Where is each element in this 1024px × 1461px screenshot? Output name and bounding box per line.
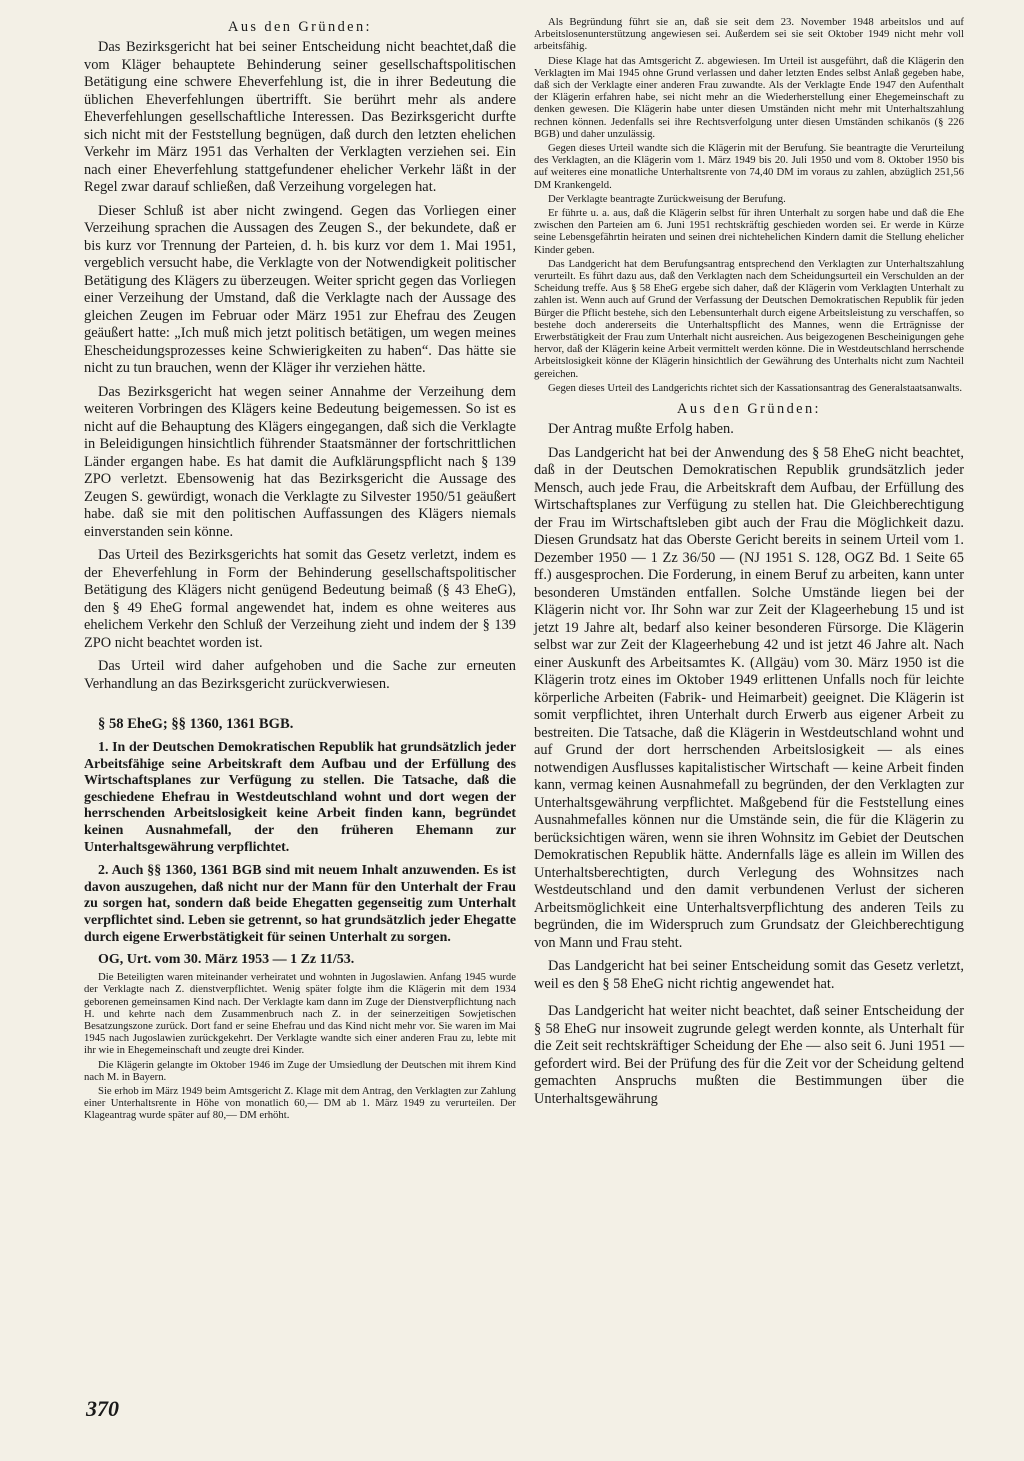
paragraph: Das Bezirksgericht hat bei seiner Entscheidung nicht beachtet,daß die vom Kläger behauptete Behinderung seiner gesellschaftspolitischen Betätigung eine schwere Eheverfehlung ist, die in ihrer Bedeutung die üblichen Eheverfehlungen übertrifft. Sie berührt mehr als andere Eheverfehlungen gesellschaftliche Interessen. Das Bezirksgericht durfte sich nicht mit der Feststellung begnügen, daß durch den letzten ehelichen Verkehr im März 1951 das Verhalten der Verklagten verziehen sei. Ein nach einer Eheverfehlung stattgefundener ehelicher Verkehr läßt in der Regel zwar darauf schließen, daß Verzeihung vorgelegen hat. (84, 39, 516, 195)
paragraph: Das Landgericht hat bei seiner Entscheidung somit das Gesetz verletzt, weil es den § 58 EheG nicht richtig angewendet hat. (534, 958, 964, 992)
facts-paragraph: Er führte u. a. aus, daß die Klägerin selbst für ihren Unterhalt zu sorgen habe und daß die Ehe zwischen den Parteien am 6. Juni 1951 rechtskräftig geschieden worden sei. Er werde in Kürze seine Lebensgefährtin heiraten und seinen drei nichtehelichen Kindern damit die Stellung ehelicher Kinder geben. (534, 207, 964, 256)
section-heading: Aus den Gründen: (228, 19, 372, 35)
paragraph: Das Landgericht hat bei der Anwendung des § 58 EheG nicht beachtet, daß in der Deutschen Demokratischen Republik grundsätzlich jeder Mensch, auch jede Frau, die Arbeitskraft dem Aufbau, der Erfüllung des Wirtschaftsplanes zur Verfügung zu stellen hat. Die Gleichberechtigung der Frau im Wirtschaftsleben gibt auch der Frau die Möglichkeit dazu. Diesen Grundsatz hat das Oberste Gericht bereits in seinem Urteil vom 1. Dezember 1950 — 1 Zz 36/50 — (NJ 1951 S. 128, OGZ Bd. 1 Seite 65 ff.) ausgesprochen. Die Forderung, in einem Beruf zu arbeiten, kann unter besonderen Umständen entfallen. Solche Umstände liegen bei der Klägerin nicht vor. Ihr Sohn war zur Zeit der Klageerhebung 15 und ist jetzt 19 Jahre alt, bedarf also keiner besonderen Fürsorge. Die Klägerin selbst war zur Zeit der Klageerhebung 42 und ist jetzt 46 Jahre alt. Nach einer Auskunft des Arbeitsamtes K. (Allgäu) vom 30. März 1950 ist die Klägerin trotz eines im Oktober 1949 erlittenen Unfalls noch für leichte körperliche Arbeiten (Fabrik- und Heimarbeit) geeignet. Die Klägerin ist somit verpflichtet, ihren Unterhalt durch Erwerb aus eigener Arbeit zu bestreiten. Die Tatsache, daß die Klägerin in Westdeutschland wohnt und auf Grund der dort herrschenden Arbeitslosigkeit — als eines notwendigen Ausflusses kapitalistischer Wirtschaft — keine Arbeit finden kann, vermag keinen Ausnahmefall zu begründen, der den Verklagten zur Unterhaltsgewährung verpflichtet. Maßgebend für die Feststellung eines Ausnahmefalles können nur die Umstände sein, die für die Klägerin zu berücksichtigen wären, wenn sie ihren Wohnsitz im Gebiet der Deutschen Demokratischen Republik hätte. Andernfalls läge es allein im Willen des Unterhaltsberechtigten, durch Verlegung des Wohnsitzes nach Westdeutschland und den damit verbundenen Verlust der sicheren Arbeitsmöglichkeit eine Unterhaltsverpflichtung des anderen Teils zu begründen, die im Widerspruch zum Grundsatz der Gleichberechtigung von Mann und Frau steht. (534, 444, 964, 951)
right-column (534, 16, 964, 1108)
facts-paragraph: Der Verklagte beantragte Zurückweisung der Berufung. (548, 192, 786, 205)
section-heading: Aus den Gründen: (677, 401, 821, 418)
paragraph: Das Urteil des Bezirksgerichts hat somit das Gesetz verletzt, indem es der Eheverfehlung in Form der Behinderung gesellschaftspolitischer Betätigung des Klägers nicht genügend Bedeutung beimaß (§ 43 EheG), den § 49 EheG formal angewendet hat, indem es ohne weiteres aus ehelichem Verkehr den Schluß der Verzeihung zieht und indem der § 139 ZPO nicht beachtet worden ist. (84, 547, 516, 651)
page-number: 370 (86, 1396, 119, 1421)
facts-paragraph: Das Landgericht hat dem Berufungsantrag entsprechend den Verklagten zur Unterhaltszahlung verurteilt. Es führt dazu aus, daß den Verklagten nach dem Scheidungsurteil ein Verschulden an der Scheidung treffe. Aus § 58 EheG ergebe sich daher, daß der Klägerin vom Verklagten Unterhalt zu zahlen ist. Wenn auch auf Grund der Verfassung der Deutschen Demokratischen Republik für jeden Bürger die Pflicht bestehe, sich den Lebensunterhalt durch eigene Arbeitsleistung zu verschaffen, so bestehe doch andererseits die Unterhaltspflicht des Mannes, wenn die Erträgnisse der Erwerbstätigkeit der Frau zum Unterhalt nicht ausreichen. Aus beigezogenen Bescheinigungen gehe hervor, daß der Klägerin keine Arbeit vermittelt werden könne. Die in Westdeutschland herrschende Arbeitslosigkeit könne der Klägerin hinsichtlich der Gewährung des Unterhalts nicht zum Nachteil gereichen. (534, 257, 964, 380)
paragraph: Dieser Schluß ist aber nicht zwingend. Gegen das Vorliegen einer Verzeihung sprachen die Aussagen des Zeugen S., der bekundete, daß er bis kurz vor Trennung der Parteien, d. h. bis kurz vor dem 1. Mai 1951, vergeblich versucht habe, die Verklagte von der Notwendigkeit politischer Betätigung des Klägers zu überzeugen. Weiter spricht gegen das Vorliegen einer Verzeihung der Umstand, daß die Verklagte nach der Aussage des gleichen Zeugen im Februar oder März 1951 zur Ehefrau des Zeugen geäußert hatte: „Ich muß mich jetzt politisch betätigen, um wegen meines Ehescheidungsprozesses keine Schwierigkeiten zu haben“. Das hätte sie nicht zu tun brauchen, wenn der Kläger ihr verziehen hätte. (84, 202, 516, 376)
facts-paragraph: Gegen dieses Urteil wandte sich die Klägerin mit der Berufung. Sie beantragte die Verurteilung des Verklagten, an die Klägerin vom 1. März 1949 bis 20. Juli 1950 und vom 8. Oktober 1950 bis auf weiteres eine monatliche Unterhaltsrente von 74,40 DM im voraus zu zahlen, abzüglich 251,56 DM Krankengeld. (534, 142, 964, 191)
facts-paragraph: Sie erhob im März 1949 beim Amtsgericht Z. Klage mit dem Antrag, den Verklagten zur Zahlung einer Unterhaltsrente in Höhe von monatlich 60,— DM ab 1. März 1949 zu verurteilen. Der Klageantrag wurde später auf 80,— DM erhöht. (84, 1084, 516, 1122)
left-column (84, 16, 516, 1122)
headnote-1: 1. In der Deutschen Demokratischen Republik hat grundsätzlich jeder Arbeitsfähige seine Arbeitskraft dem Aufbau und der Erfüllung des Wirtschaftsplanes zur Verfügung zu stellen. Die Tatsache, daß die geschiedene Ehefrau in Westdeutschland wohnt und dort wegen der herrschenden Arbeitslosigkeit keine Arbeit finden kann, begründet keinen Ausnahmefall, der den früheren Ehemann zur Unterhaltsgewährung verpflichtet. (84, 740, 516, 855)
case-reference: OG, Urt. vom 30. März 1953 — 1 Zz 11/53. (98, 952, 355, 968)
statute-citation: § 58 EheG; §§ 1360, 1361 BGB. (98, 716, 294, 732)
headnote-2: 2. Auch §§ 1360, 1361 BGB sind mit neuem Inhalt anzuwenden. Es ist davon auszugehen, daß nicht nur der Mann für den Unterhalt der Frau zu sorgen hat, sondern daß beide Ehegatten gegenseitig zum Unterhalt verpflichtet sind. Leben sie getrennt, so hat grundsätzlich jeder Ehegatte durch eigene Erwerbstätigkeit für seinen Unterhalt zu sorgen. (84, 863, 516, 945)
paragraph: Das Bezirksgericht hat wegen seiner Annahme der Verzeihung dem weiteren Vorbringen des Klägers keine Bedeutung beigemessen. So ist es nicht auf die Behauptung des Klägers eingegangen, daß sich die Verklagte in Beleidigungen hinsichtlich führender Staatsmänner der fortschrittlichen Länder ergangen habe. Es hat damit die Aufklärungspflicht nach § 139 ZPO verletzt. Ebensowenig hat das Bezirksgericht die Aussage des Zeugen S. gewürdigt, wonach die Verklagte zu Silvester 1950/51 geäußert habe. daß sie mit den politischen Auffassungen des Klägers niemals einverstanden sein könne. (84, 383, 516, 540)
facts-paragraph: Gegen dieses Urteil des Landgerichts richtet sich der Kassationsantrag des Generalstaatsanwalts. (548, 381, 962, 394)
facts-paragraph: Diese Klage hat das Amtsgericht Z. abgewiesen. Im Urteil ist ausgeführt, daß die Klägerin den Verklagten im Mai 1945 ohne Grund verlassen und daher letzten Endes selbst Anlaß gegeben habe, daß sich der Verklagte einer anderen Frau zuwandte. Als der Verklagte Ende 1947 den Aufenthalt der Klägerin erfahren habe, sei nicht mehr an die Wiederherstellung einer Ehegemeinschaft zu denken gewesen. Die Klägerin habe unter diesen Umständen nicht mehr mit Unterhaltszahlung rechnen können. Jedenfalls sei ihre Rechtsverfolgung unter diesen Umständen schikanös (§ 226 BGB) und daher unzulässig. (534, 54, 964, 140)
facts-paragraph: Die Klägerin gelangte im Oktober 1946 im Zuge der Umsiedlung der Deutschen mit ihrem Kind nach M. in Bayern. (84, 1058, 516, 1083)
paragraph: Das Landgericht hat weiter nicht beachtet, daß seiner Entscheidung der § 58 EheG nur insoweit zugrunde gelegt werden konnte, als Unterhalt für die Zeit seit rechtskräftiger Scheidung der Ehe — also seit 6. Juni 1951 — gefordert wird. Bei der Prüfung des für die Zeit vor der Scheidung geltend gemachten Anspruchs mußten die Bestimmungen über die Unterhaltsgewährung (534, 1003, 964, 1107)
facts-paragraph: Als Begründung führt sie an, daß sie seit dem 23. November 1948 arbeitslos und auf Arbeitslosenunterstützung angewiesen sei. Außerdem sei sie seit Oktober 1949 nicht mehr voll arbeitsfähig. (534, 16, 964, 53)
facts-paragraph: Die Beteiligten waren miteinander verheiratet und wohnten in Jugoslawien. Anfang 1945 wurde der Verklagte nach Z. dienstverpflichtet. Wenig später folgte ihm die Klägerin mit dem 1934 geborenen gemeinsamen Kind nach. Der Verklagte kam dann im Zuge der Dienstverpflichtung nach H. und kehrte nach dem Zusammenbruch nach Z. in der seinerzeitigen Sowjetischen Besatzungszone zurück. Dort fand er seine Ehefrau und das Kind nicht mehr vor. Sie waren im Mai 1945 nach Jugoslawien zurückgekehrt. Der Verklagte wandte sich einer anderen Frau zu, lebte mit ihr wie in Ehegemeinschaft und zeugte drei Kinder. (84, 971, 516, 1057)
paragraph: Der Antrag mußte Erfolg haben. (548, 421, 734, 438)
paragraph: Das Urteil wird daher aufgehoben und die Sache zur erneuten Verhandlung an das Bezirksgericht zurückverwiesen. (84, 658, 516, 692)
